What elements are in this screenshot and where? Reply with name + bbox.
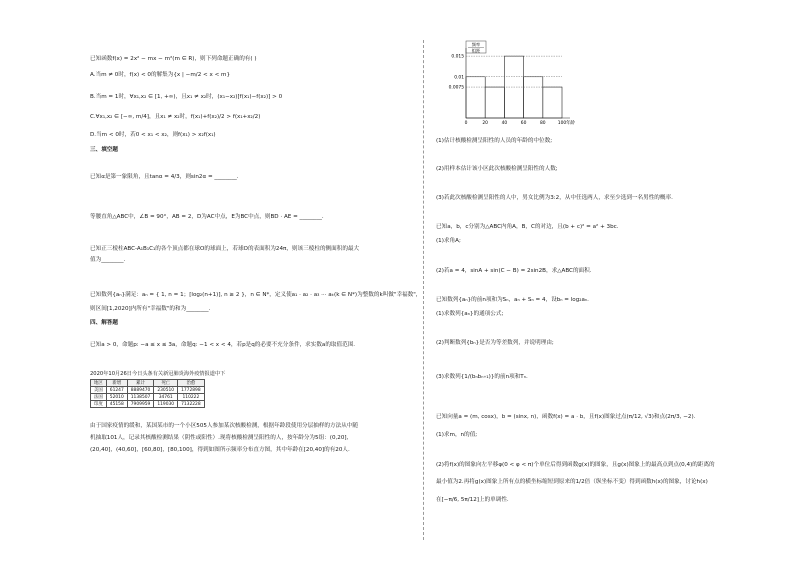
sequence-part-2: (2)判断数列{bₙ}是否为等差数列，并说明理由; — [436, 340, 554, 346]
vector-stem: 已知向量a = (m, cosx)，b = (sinx, n)，函数f(x) = a · b，且f(x)图象过点(π/12, √3)和点(2π/3, −2). — [436, 414, 696, 420]
stat-question-3: (3)若此次核酸检测呈阳性的人中，男女比例为3:2，从中任选两人，求至少选到一名男性的概率. — [436, 195, 673, 201]
chart-ylabel-top: 频率 — [471, 42, 481, 47]
table-cell: 7909959 — [127, 401, 154, 408]
solve-question-2-line1: 由于国家疫情的缓和，某国某市的一个小区505人参加某次核酸检测，根据年龄段使用分层抽样的方法从中随 — [90, 423, 358, 429]
triangle-part-1: (1)求角A; — [436, 238, 461, 244]
vector-part-1: (1)求m，n的值; — [436, 432, 478, 438]
section-solve-heading: 四、解答题 — [90, 320, 118, 326]
stat-question-2: (2)用样本估计该小区此次核酸检测呈阳性的人数; — [436, 166, 558, 172]
x-tick-label: 60 — [520, 121, 527, 126]
table-cell: 230510 — [154, 387, 178, 394]
q-fx-option-b: B.当m = 1时，∀x₁,x₂ ∈ [1, +∞)，且x₁ ≠ x₂时，(x₁−x₂)[f(x₁)−f(x₂)] > 0 — [90, 94, 283, 100]
x-tick-label: 80 — [540, 121, 546, 126]
q-fx-option-d: D.当m < 0时，若0 < x₁ < x₂，则f(x₁) > x₂f(x₁) — [90, 132, 216, 138]
sequence-part-1: (1)求数列{aₙ}的通项公式; — [436, 311, 504, 317]
table-header-deaths: 死亡 — [154, 380, 178, 387]
histogram-chart — [436, 38, 586, 128]
table-header-recovered: 治愈 — [178, 380, 205, 387]
table-cell: 法国 — [91, 394, 107, 401]
table-header-total: 累计 — [127, 380, 154, 387]
chart-ylabel-bottom: 组距 — [471, 48, 481, 53]
x-tick-label: 0 — [464, 121, 468, 126]
table-cell: 1772898 — [178, 387, 205, 394]
histogram-bar — [466, 77, 485, 118]
x-tick-label: 40 — [501, 121, 508, 126]
sequence-part-3: (3)求数列{1/(bₙbₙ₊₁)}的前n项和Tₙ. — [436, 374, 528, 380]
table-header-new: 新增 — [106, 380, 127, 387]
x-axis-label: 年龄 — [566, 121, 575, 126]
table-row — [91, 394, 205, 401]
x-tick-label: 100 — [557, 121, 567, 126]
section-fill-heading: 三、填空题 — [90, 147, 118, 153]
histogram-bar — [524, 77, 543, 118]
epidemic-table — [90, 379, 205, 408]
q-fx-option-a: A.当m ≠ 0时，f(x) < 0的解集为{x | −m/2 < x < m} — [90, 72, 231, 78]
table-row — [91, 401, 205, 408]
table-cell: 52010 — [106, 394, 127, 401]
stat-question-1: (1)估计核酸检测呈阳性的人员的年龄的中位数; — [436, 138, 553, 144]
vector-part-2-line1: (2)将f(x)的图象向左平移φ(0 < φ < π)个单位后得到函数g(x)的图象，且g(x)图象上的最高点到点(0,4)的距离的 — [436, 462, 715, 468]
table-cell: 110222 — [178, 394, 205, 401]
vector-part-2-line3: 在[−π/6, 5π/12]上的单调性. — [436, 497, 509, 503]
fill-question-3-line1: 已知正三棱柱ABC-A₁B₁C₁的各个顶点都在球O的球面上，若球O的表面积为24π，则该三棱柱的侧面积的最大 — [90, 246, 360, 252]
y-tick-label: 0.01 — [454, 75, 464, 81]
table-cell: 美国 — [91, 387, 107, 394]
histogram-bar — [485, 87, 504, 118]
solve-question-2-line2: 机抽取101人，记录其核酸检测结果（阴性或阳性）.现将核酸检测呈阳性的人，按年龄分为5组：(0,20], — [90, 435, 349, 441]
table-cell: 印度 — [91, 401, 107, 408]
sequence-stem: 已知数列{aₙ}的前n项和为Sₙ，aₙ + Sₙ = 4，设bₙ = log₂aₙ. — [436, 297, 589, 303]
y-tick-label: 0.015 — [451, 54, 464, 60]
table-caption: 2020年10月26日今日头条有关新冠肺炎海外疫情报道中下 — [90, 371, 226, 377]
solve-question-1: 已知a > 0，命题p: −a ≤ x ≤ 3a，命题q: −1 < x < 4，若p是q的必要不充分条件，求实数a的取值范围. — [90, 342, 356, 348]
histogram-bar — [543, 87, 562, 118]
fill-question-3-line2: 值为________. — [90, 257, 126, 263]
vector-part-2-line2: 最小值为2.再将g(x)图象上所有点的横坐标缩短到原来的1/2倍（纵坐标不变）得到函数h(x)的图象，讨论h(x) — [436, 479, 708, 485]
table-cell: 61247 — [106, 387, 127, 394]
column-divider — [423, 40, 424, 540]
table-cell: 45158 — [106, 401, 127, 408]
fill-question-4-line1: 已知数列{aₙ}满足：aₙ = { 1, n = 1；[log₂(n+1)], n ≥ 2 }，n ∈ N*，定义使a₁ · a₂ · a₃ ··· aₖ(k ∈ N*)为整数的k叫做"幸福数"， — [90, 292, 422, 298]
fill-question-1: 已知α是第一象限角，且tanα = 4/3，则sin2α = ________. — [90, 174, 239, 180]
y-tick-label: 0.0075 — [448, 85, 464, 91]
table-cell: 1138507 — [127, 394, 154, 401]
table-cell: 7132228 — [178, 401, 205, 408]
fill-question-2: 等腰直角△ABC中，∠B = 90°，AB = 2，D为AC中点，E为BC中点，则BD · AE = ________. — [90, 214, 324, 220]
q-fx-stem: 已知函数f(x) = 2x² − mx − m²(m ∈ R)，则下列命题正确的有( ) — [90, 56, 257, 62]
table-cell: 8889470 — [127, 387, 154, 394]
table-row — [91, 387, 205, 394]
table-header-region: 地区 — [91, 380, 107, 387]
table-cell: 34761 — [154, 394, 178, 401]
solve-question-2-line3: (20,40]，(40,60]，[60,80]，[80,100]，得到如图所示频率分布直方图，其中年龄在[20,40]的有20人. — [90, 447, 350, 453]
triangle-part-2: (2)若a = 4，sinA + sin(C − B) = 2sin2B，求△ABC的面积. — [436, 268, 592, 274]
x-tick-label: 20 — [482, 121, 488, 126]
fill-question-4-line2: 则区间[1,2020]内所有"幸福数"的和为________. — [90, 306, 211, 312]
q-fx-option-c: C.∀x₁,x₂ ∈ [−∞, m/4]，且x₁ ≠ x₂时，f(x₁)+f(x₂)/2 > f(x₁+x₂/2) — [90, 114, 261, 120]
triangle-stem: 已知a，b，c分别为△ABC内角A，B，C的对边，且(b + c)² = a² + 3bc. — [436, 224, 619, 230]
table-cell: 119030 — [154, 401, 178, 408]
